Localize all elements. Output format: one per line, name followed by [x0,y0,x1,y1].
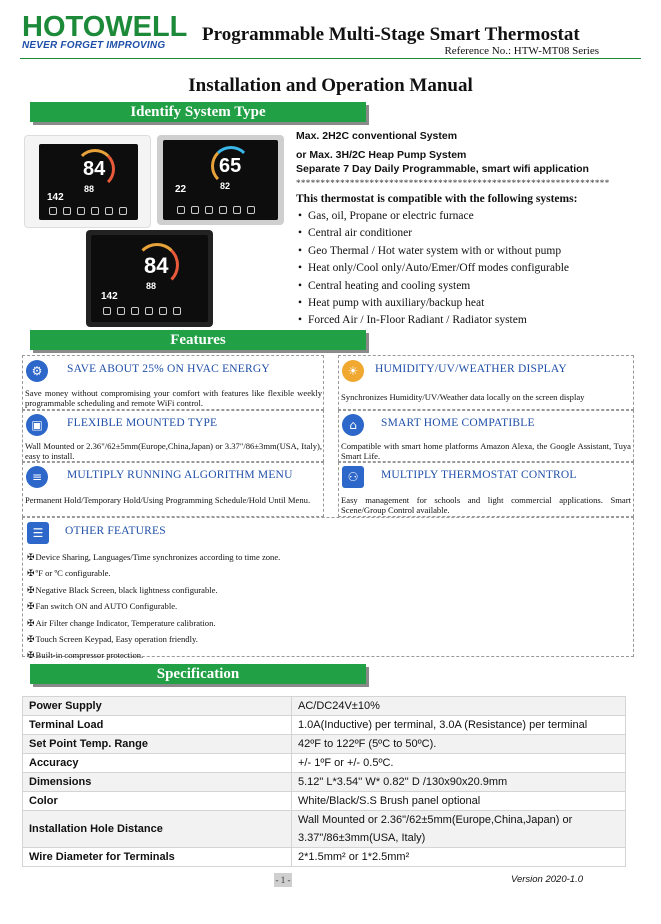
smart-home-icon: ⌂ [342,414,364,436]
manual-title: Installation and Operation Manual [188,75,473,96]
spec-key: Installation Hole Distance [23,811,292,848]
spec-value: 1.0A(Inductive) per terminal, 3.0A (Resistance) per terminal [292,716,626,735]
spec-value: AC/DC24V±10% [292,697,626,716]
table-row [23,792,626,811]
document-title: Programmable Multi-Stage Smart Thermostat [202,24,580,45]
table-row [23,735,626,754]
feature-description: Synchronizes Humidity/UV/Weather data locally on the screen display [341,392,585,402]
thermostat-photo-white [24,135,151,228]
list-item: ✠ Device Sharing, Languages/Time synchronizes according to time zone. [27,550,280,566]
list-item: • Heat only/Cool only/Auto/Emer/Off modes configurable [298,260,569,277]
room-temp-reading: 82 [220,181,231,191]
feature-description: Compatible with smart home platforms Amazon Alexa, the Google Assistant, Tuya Smart Life. [341,441,631,461]
room-temp-reading: 88 [146,281,157,291]
table-row [23,848,626,867]
specification-table [22,696,626,867]
feature-energy-saving [22,355,324,410]
list-item: • Central air conditioner [298,225,569,242]
menu-icon: ≡ [26,466,48,488]
spec-value: +/- 1ºF or +/- 0.5ºC. [292,754,626,773]
other-features-list [27,550,280,665]
other-features-title: OTHER FEATURES [65,525,166,537]
group-icon: ⚇ [342,466,364,488]
page-number: - 1 - [275,875,291,885]
spec-key: Color [23,792,292,811]
list-item: • Heat pump with auxiliary/backup heat [298,295,569,312]
setpoint-reading: 84 [83,158,106,180]
thermostat-screen [91,235,208,322]
setpoint-reading: 84 [144,253,169,278]
specification-banner: Specification [30,664,366,684]
star-separator: **************************************************************** [296,178,610,188]
thermostat-screen [163,140,278,220]
feature-description: Wall Mounted or 2.36"/62±5mm(Europe,China,Japan) or 3.37"/86±3mm(USA, Italy), easy to install. [25,441,322,461]
feature-flexible-mount [22,410,324,462]
table-row [23,697,626,716]
thermostat-screen [39,144,138,220]
spec-value: Wall Mounted or 2.36"/62±5mm(Europe,China,Japan) or 3.37"/86±3mm(USA, Italy) [292,811,626,848]
system-line-heat-pump: or Max. 3H/2C Heap Pump System [296,149,467,161]
table-row [23,773,626,792]
touch-keypad [177,206,255,214]
feature-multi-control [338,462,634,517]
feature-title: HUMIDITY/UV/WEATHER DISPLAY [375,363,567,375]
identify-system-banner: Identify System Type [30,102,366,122]
table-row [23,754,626,773]
feature-description: Easy management for schools and light commercial applications. Smart Scene/Group Control available. [341,495,631,515]
spec-key: Set Point Temp. Range [23,735,292,754]
compatible-systems-list [298,208,569,330]
feature-title: SMART HOME COMPATIBLE [381,417,535,429]
compatibility-heading: This thermostat is compatible with the following systems: [296,193,578,205]
spec-value: 5.12" L*3.54'' W* 0.82'' D /130x90x20.9mm [292,773,626,792]
clock-reading: 142 [101,291,118,302]
spec-key: Accuracy [23,754,292,773]
list-item: ✠ Negative Black Screen, black lightness configurable. [27,583,280,599]
system-line-programmable: Separate 7 Day Daily Programmable, smart wifi application [296,163,589,175]
feature-title: MULTIPLY RUNNING ALGORITHM MENU [67,469,293,481]
spec-value: 42ºF to 122ºF (5ºC to 50ºC). [292,735,626,754]
clock-reading: 142 [47,192,64,203]
touch-keypad [49,207,127,215]
touch-keypad [103,307,181,315]
spec-key: Wire Diameter for Terminals [23,848,292,867]
spec-value: 2*1.5mm² or 1*2.5mm² [292,848,626,867]
feature-title: MULTIPLY THERMOSTAT CONTROL [381,469,577,481]
list-item: ✠ Fan switch ON and AUTO Configurable. [27,599,280,615]
thermostat-photo-black [86,230,213,327]
list-item: • Gas, oil, Propane or electric furnace [298,208,569,225]
feature-description: Permanent Hold/Temporary Hold/Using Programming Schedule/Hold Until Menu. [25,495,311,505]
table-row [23,716,626,735]
feature-title: FLEXIBLE MOUNTED TYPE [67,417,218,429]
list-item: ✠ Built-in compressor protection. [27,648,280,664]
feature-humidity-display [338,355,634,410]
room-temp-reading: 88 [84,184,95,194]
feature-algorithm-menu [22,462,324,517]
setpoint-reading: 65 [219,155,242,177]
clock-reading: 22 [175,184,187,195]
list-item: ✠ Air Filter change Indicator, Temperature calibration. [27,616,280,632]
logo-slogan: NEVER FORGET IMPROVING [22,40,166,51]
spec-key: Terminal Load [23,716,292,735]
list-item: • Geo Thermal / Hot water system with or without pump [298,243,569,260]
spec-value: White/Black/S.S Brush panel optional [292,792,626,811]
company-logo [22,11,188,54]
list-item: ✠ Touch Screen Keypad, Easy operation friendly. [27,632,280,648]
spec-key: Dimensions [23,773,292,792]
checklist-icon: ☰ [27,522,49,544]
mount-icon: ▣ [26,414,48,436]
gear-icon: ⚙ [26,360,48,382]
version-label: Version 2020-1.0 [510,874,583,885]
list-item: ✠ ºF or ºC configurable. [27,566,280,582]
feature-description: Save money without compromising your comfort with features like flexible weekly programmable scheduling and remote WiFi control. [25,388,322,408]
spec-key: Power Supply [23,697,292,716]
feature-smart-home [338,410,634,462]
list-item: • Central heating and cooling system [298,278,569,295]
feature-title: SAVE ABOUT 25% ON HVAC ENERGY [67,363,270,375]
reference-number: Reference No.: HTW-MT08 Series [444,45,599,57]
thermostat-photo-steel [157,135,284,225]
list-item: • Forced Air / In-Floor Radiant / Radiator system [298,312,569,329]
features-banner: Features [30,330,366,350]
table-row [23,811,626,848]
system-line-conventional: Max. 2H2C conventional System [296,130,458,142]
weather-icon: ☀ [342,360,364,382]
header-divider [20,58,641,59]
logo-wordmark: HOTOWELL [22,11,188,43]
